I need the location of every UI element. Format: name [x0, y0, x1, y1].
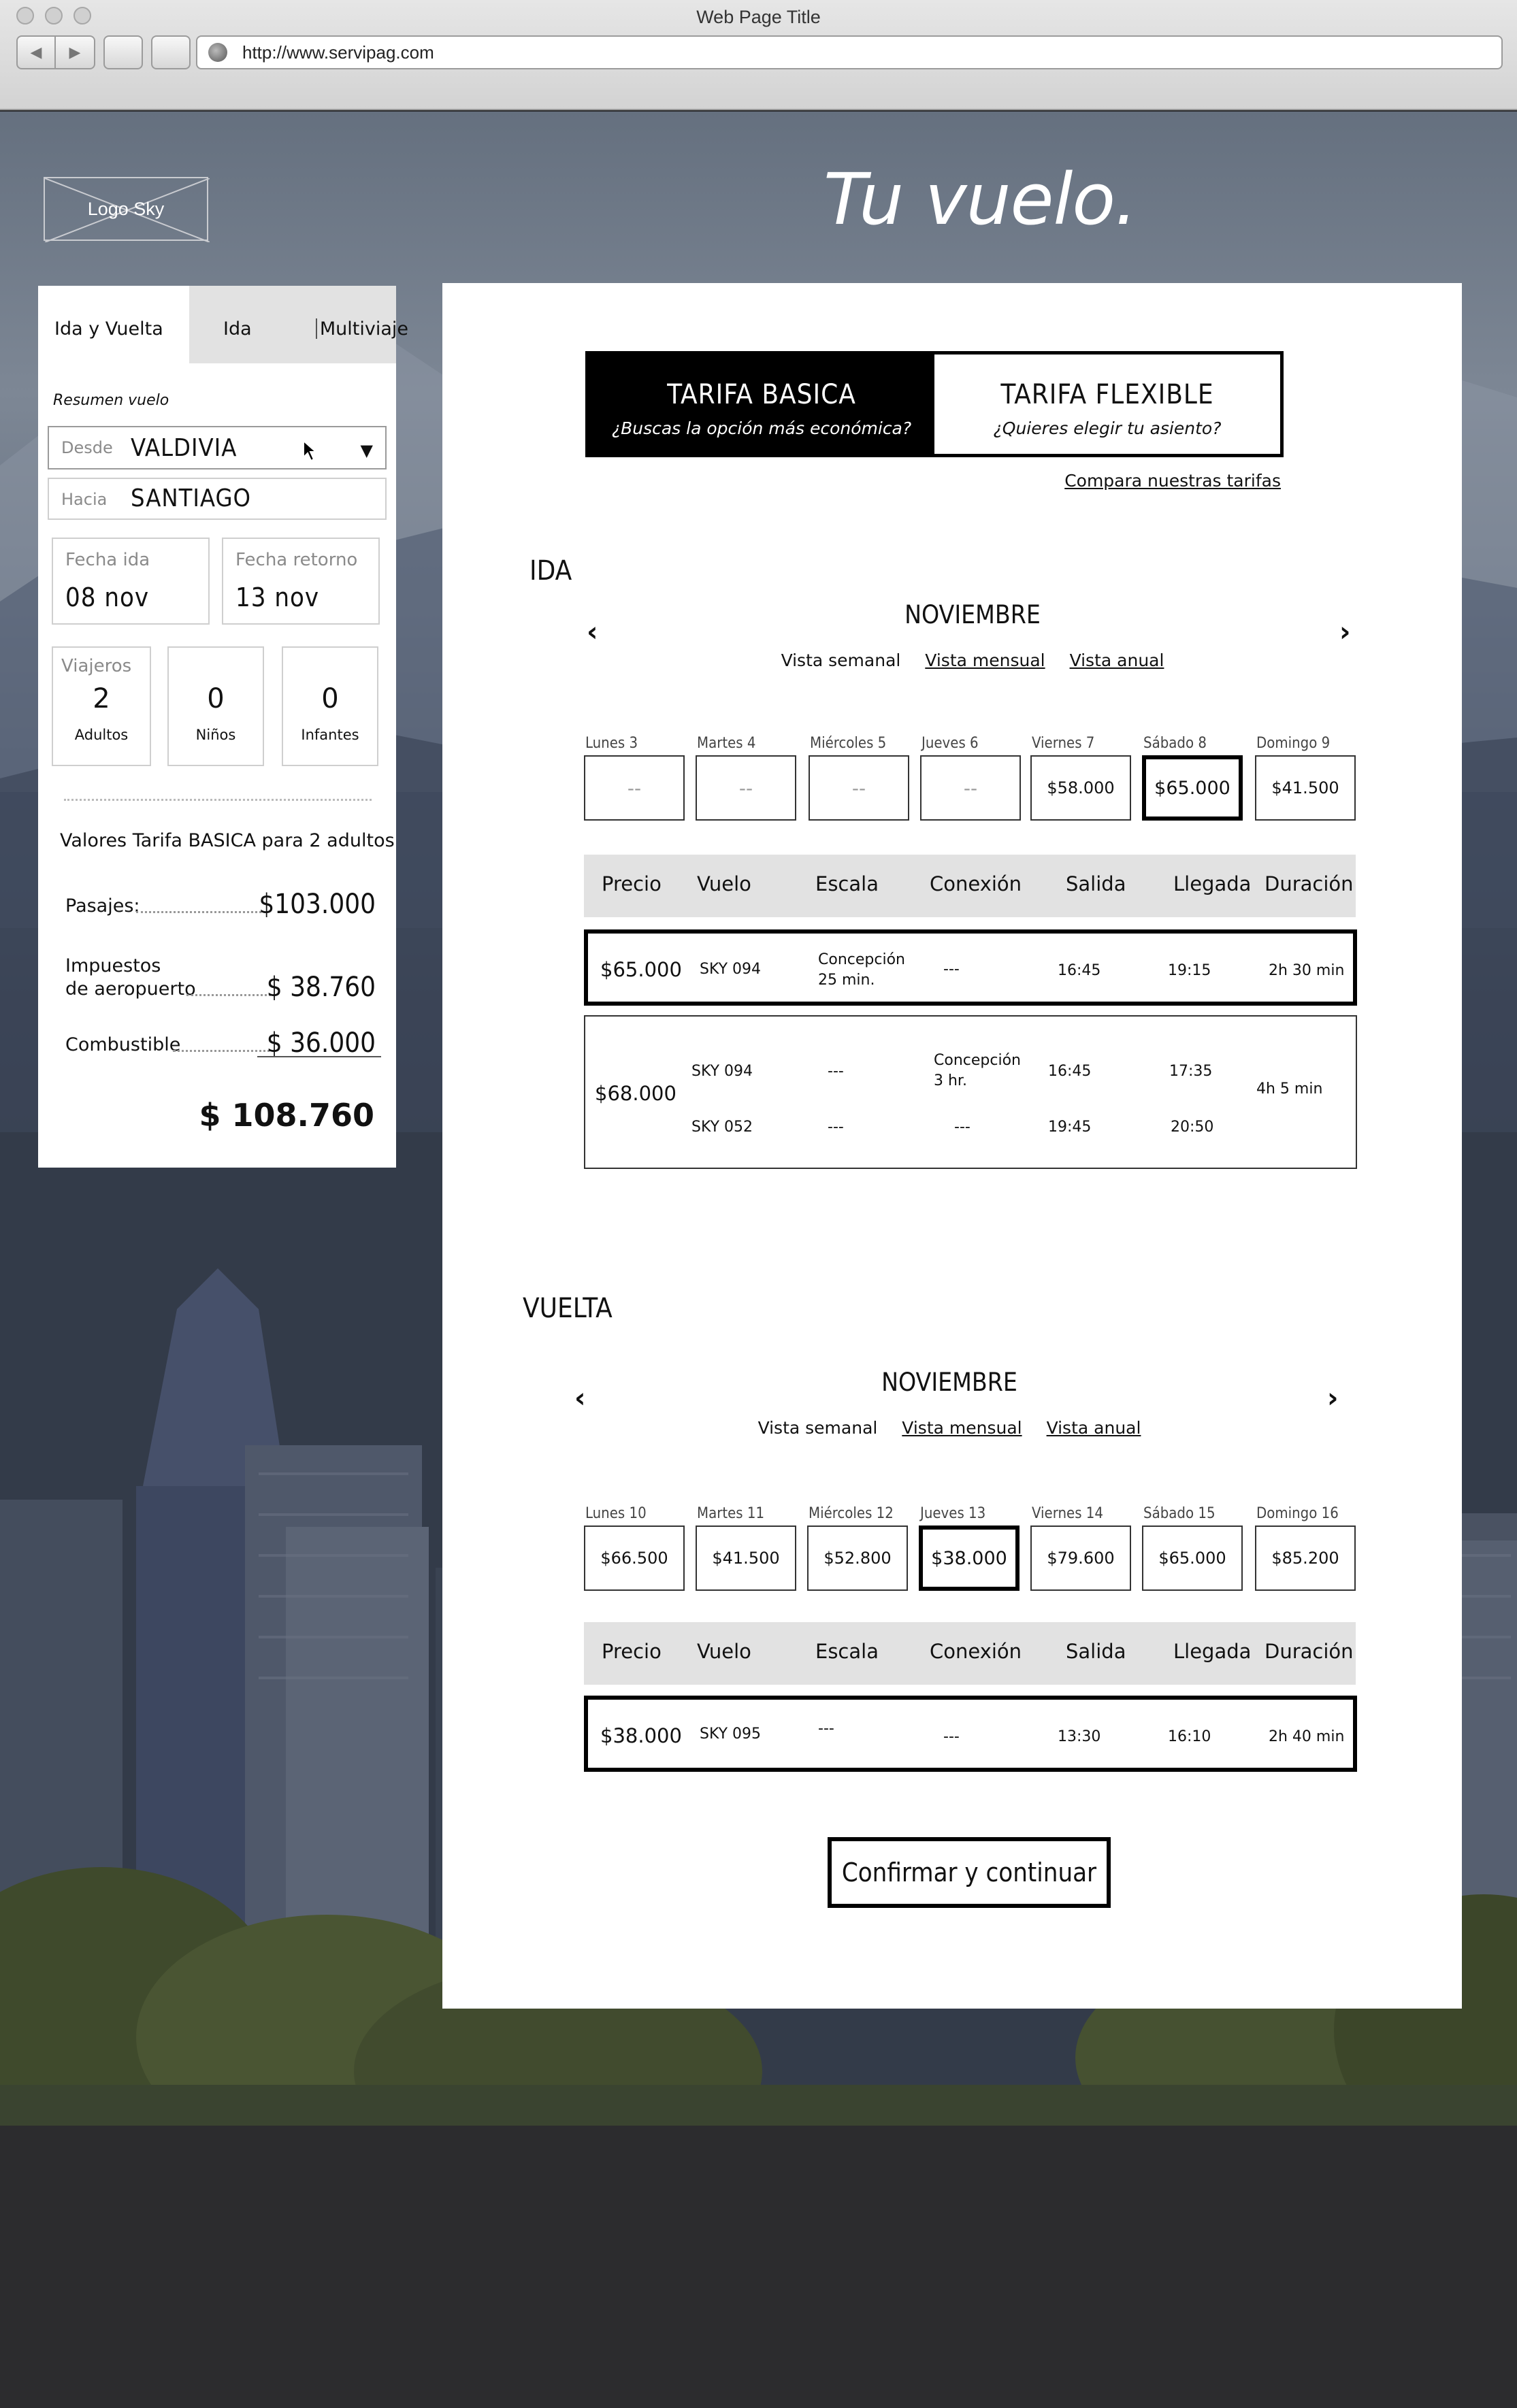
flight-conexion: --- — [954, 1119, 970, 1136]
flight-number: SKY 052 — [691, 1119, 753, 1136]
forward-button[interactable] — [56, 35, 95, 69]
ida-view-switch — [463, 650, 1482, 670]
ida-flight-option-2[interactable] — [584, 1015, 1357, 1169]
flight-escala: --- — [828, 1063, 844, 1080]
tab-multiviaje[interactable]: Multiviaje — [319, 318, 408, 340]
dotted-leader — [136, 911, 265, 913]
day-label: Lunes 10 — [585, 1505, 647, 1522]
logo-text: Logo Sky — [87, 199, 165, 219]
ida-section-title: IDA — [529, 555, 572, 587]
col-escala: Escala — [815, 1640, 879, 1663]
vuelta-view-switch — [440, 1418, 1459, 1438]
fecha-retorno-value: 13 nov — [235, 582, 320, 612]
flight-duracion: 2h 40 min — [1269, 1728, 1345, 1745]
dotted-divider — [64, 799, 372, 801]
vuelta-section-title: VUELTA — [523, 1293, 613, 1324]
flight-price: $65.000 — [600, 958, 682, 981]
day-price[interactable]: -- — [584, 755, 685, 821]
infantes-field[interactable] — [282, 646, 378, 766]
day-label: Domingo 16 — [1256, 1505, 1339, 1522]
col-conexion: Conexión — [930, 872, 1022, 895]
vuelta-next-arrow-icon[interactable]: › — [1327, 1383, 1339, 1414]
tarifa-basica-option[interactable] — [589, 354, 934, 454]
day-price[interactable]: -- — [696, 755, 796, 821]
vista-semanal[interactable]: Vista semanal — [781, 650, 901, 670]
combustible-value: $ 36.000 — [266, 1027, 376, 1059]
nav-buttons — [16, 35, 191, 69]
flight-conexion: --- — [943, 1728, 960, 1745]
impuestos-label-2: de aeropuerto — [65, 978, 196, 1000]
day-price[interactable]: $66.500 — [584, 1525, 685, 1591]
day-price[interactable]: $79.600 — [1030, 1525, 1131, 1591]
flight-escala: --- — [828, 1119, 844, 1136]
col-salida: Salida — [1066, 872, 1126, 895]
day-label: Jueves 6 — [921, 735, 979, 752]
vista-semanal[interactable]: Vista semanal — [757, 1418, 878, 1438]
adultos-field[interactable] — [52, 646, 151, 766]
trip-type-tabs — [38, 286, 408, 363]
vuelta-table-header — [584, 1622, 1356, 1685]
flight-escala: Concepción — [818, 951, 905, 968]
ninos-count: 0 — [207, 683, 225, 714]
total-divider — [257, 1056, 381, 1057]
dotted-leader — [173, 1050, 275, 1052]
back-arrow-icon: ◀ — [30, 44, 42, 61]
flight-salida: 16:45 — [1048, 1063, 1092, 1080]
ida-table-header — [584, 855, 1356, 917]
day-label: Sábado 8 — [1143, 735, 1207, 752]
day-label: Sábado 15 — [1143, 1505, 1216, 1522]
url-bar[interactable] — [196, 35, 1503, 69]
hacia-value: SANTIAGO — [131, 484, 252, 512]
col-conexion: Conexión — [930, 1640, 1022, 1663]
col-vuelo: Vuelo — [697, 1640, 751, 1663]
flight-conexion: --- — [943, 961, 960, 978]
flight-price: $38.000 — [600, 1724, 682, 1747]
col-duracion: Duración — [1265, 1640, 1354, 1663]
fecha-ida-label: Fecha ida — [65, 550, 150, 570]
day-price[interactable]: $52.800 — [807, 1525, 908, 1591]
confirm-button[interactable]: Confirmar y continuar — [828, 1837, 1111, 1908]
page-footer — [0, 2126, 1517, 2408]
url-text: http://www.servipag.com — [242, 42, 434, 63]
day-price[interactable]: $58.000 — [1030, 755, 1131, 821]
impuestos-label-1: Impuestos — [65, 955, 161, 976]
day-label: Miércoles 5 — [810, 735, 887, 752]
day-label: Viernes 14 — [1032, 1505, 1103, 1522]
vuelta-flight-option-1[interactable] — [584, 1696, 1357, 1772]
flight-llegada: 17:35 — [1169, 1063, 1213, 1080]
logo-placeholder[interactable] — [44, 177, 208, 241]
day-price[interactable]: $65.000 — [1142, 755, 1243, 821]
vista-mensual-link[interactable]: Vista mensual — [925, 650, 1045, 670]
globe-icon — [208, 43, 227, 62]
flight-price: $68.000 — [595, 1082, 676, 1105]
fecha-retorno-field[interactable] — [222, 538, 380, 625]
vuelta-prev-arrow-icon[interactable]: ‹ — [574, 1383, 586, 1414]
impuestos-value: $ 38.760 — [266, 972, 376, 1003]
day-label: Miércoles 12 — [809, 1505, 894, 1522]
day-price[interactable]: $65.000 — [1142, 1525, 1243, 1591]
vista-anual-link[interactable]: Vista anual — [1069, 650, 1164, 670]
day-price[interactable]: $41.500 — [696, 1525, 796, 1591]
flight-duracion: 2h 30 min — [1269, 962, 1345, 979]
day-label: Jueves 13 — [920, 1505, 986, 1522]
flight-number: SKY 094 — [691, 1063, 753, 1080]
col-duracion: Duración — [1265, 872, 1354, 895]
adultos-count: 2 — [93, 683, 110, 714]
day-price[interactable]: $38.000 — [919, 1525, 1020, 1591]
page-title: Tu vuelo. — [823, 158, 1137, 241]
tab-ida-y-vuelta[interactable]: Ida y Vuelta — [38, 286, 189, 363]
adultos-label: Adultos — [74, 727, 129, 743]
flight-duracion: 4h 5 min — [1256, 1081, 1323, 1098]
desde-select[interactable] — [48, 426, 387, 469]
fecha-ida-field[interactable] — [52, 538, 210, 625]
home-button[interactable] — [151, 35, 191, 69]
infantes-label: Infantes — [301, 727, 359, 743]
flight-salida: 19:45 — [1048, 1119, 1092, 1136]
flight-llegada: 20:50 — [1171, 1119, 1214, 1136]
combustible-label: Combustible — [65, 1034, 181, 1055]
desde-value: VALDIVIA — [131, 434, 238, 462]
col-llegada: Llegada — [1173, 872, 1252, 895]
back-button[interactable] — [16, 35, 56, 69]
ida-month: NOVIEMBRE — [904, 600, 1041, 629]
day-price[interactable]: $85.200 — [1255, 1525, 1356, 1591]
tarifa-flexible-subtitle: ¿Quieres elegir tu asiento? — [993, 418, 1222, 438]
col-precio: Precio — [602, 1640, 662, 1663]
flight-number: SKY 095 — [700, 1726, 762, 1743]
total-value: $ 108.760 — [199, 1097, 374, 1134]
tarifa-basica-subtitle: ¿Buscas la opción más económica? — [611, 418, 912, 438]
col-vuelo: Vuelo — [697, 872, 751, 895]
vuelta-month: NOVIEMBRE — [881, 1368, 1017, 1397]
dotted-leader — [186, 994, 275, 996]
impuestos-row — [65, 946, 385, 1003]
infantes-count: 0 — [321, 683, 339, 714]
vista-anual-link[interactable]: Vista anual — [1046, 1418, 1141, 1438]
hacia-label: Hacia — [61, 490, 108, 509]
hacia-field[interactable] — [48, 478, 387, 520]
tarifa-flexible-option[interactable] — [934, 354, 1280, 454]
flight-llegada: 16:10 — [1168, 1728, 1211, 1745]
chevron-down-icon: ▼ — [360, 441, 373, 460]
summary-label: Resumen vuelo — [53, 392, 169, 409]
flight-selection-panel — [442, 283, 1462, 2009]
day-label: Viernes 7 — [1032, 735, 1095, 752]
tarifa-summary-title: Valores Tarifa BASICA para 2 adultos — [60, 830, 395, 851]
reload-button[interactable] — [103, 35, 143, 69]
day-price[interactable]: -- — [920, 755, 1021, 821]
window-title: Web Page Title — [696, 7, 821, 27]
browser-chrome — [0, 0, 1517, 110]
col-escala: Escala — [815, 872, 879, 895]
fecha-ida-value: 08 nov — [65, 582, 150, 612]
day-price[interactable]: $41.500 — [1255, 755, 1356, 821]
mouse-cursor-icon — [302, 440, 323, 463]
day-price[interactable]: -- — [809, 755, 909, 821]
fecha-retorno-label: Fecha retorno — [235, 550, 358, 570]
tarifa-flexible-title: TARIFA FLEXIBLE — [1000, 379, 1214, 410]
day-label: Martes 4 — [697, 735, 756, 752]
col-salida: Salida — [1066, 1640, 1126, 1663]
compare-fares-link[interactable]: Compara nuestras tarifas — [1064, 471, 1281, 491]
ninos-field[interactable] — [167, 646, 264, 766]
flight-escala: --- — [818, 1720, 834, 1737]
desde-label: Desde — [61, 438, 113, 457]
combustible-row — [65, 1027, 385, 1059]
ida-prev-arrow-icon[interactable]: ‹ — [587, 616, 598, 648]
flight-llegada: 19:15 — [1168, 962, 1211, 979]
tarifa-basica-title: TARIFA BASICA — [667, 379, 856, 410]
day-label: Domingo 9 — [1256, 735, 1331, 752]
viajeros-label: Viajeros — [61, 656, 132, 676]
ida-flight-option-1[interactable] — [584, 929, 1357, 1006]
fare-toggle — [585, 351, 1284, 457]
flight-salida: 16:45 — [1058, 962, 1101, 979]
day-label: Lunes 3 — [585, 735, 638, 752]
pasajes-row — [65, 889, 385, 920]
flight-conexion: Concepción — [934, 1052, 1021, 1069]
flight-salida: 13:30 — [1058, 1728, 1101, 1745]
day-label: Martes 11 — [697, 1505, 765, 1522]
flight-escala-time: 25 min. — [818, 972, 875, 989]
ninos-label: Niños — [195, 727, 236, 743]
flight-conexion-time: 3 hr. — [934, 1072, 967, 1089]
vista-mensual-link[interactable]: Vista mensual — [902, 1418, 1022, 1438]
flight-number: SKY 094 — [700, 961, 762, 978]
col-llegada: Llegada — [1173, 1640, 1252, 1663]
forward-arrow-icon: ▶ — [69, 44, 81, 61]
ida-next-arrow-icon[interactable]: › — [1339, 616, 1351, 648]
col-precio: Precio — [602, 872, 662, 895]
flight-summary-sidebar — [38, 286, 408, 1168]
pasajes-label: Pasajes: — [65, 895, 140, 917]
tab-ida[interactable]: Ida — [223, 318, 252, 340]
pasajes-value: $103.000 — [259, 889, 376, 920]
